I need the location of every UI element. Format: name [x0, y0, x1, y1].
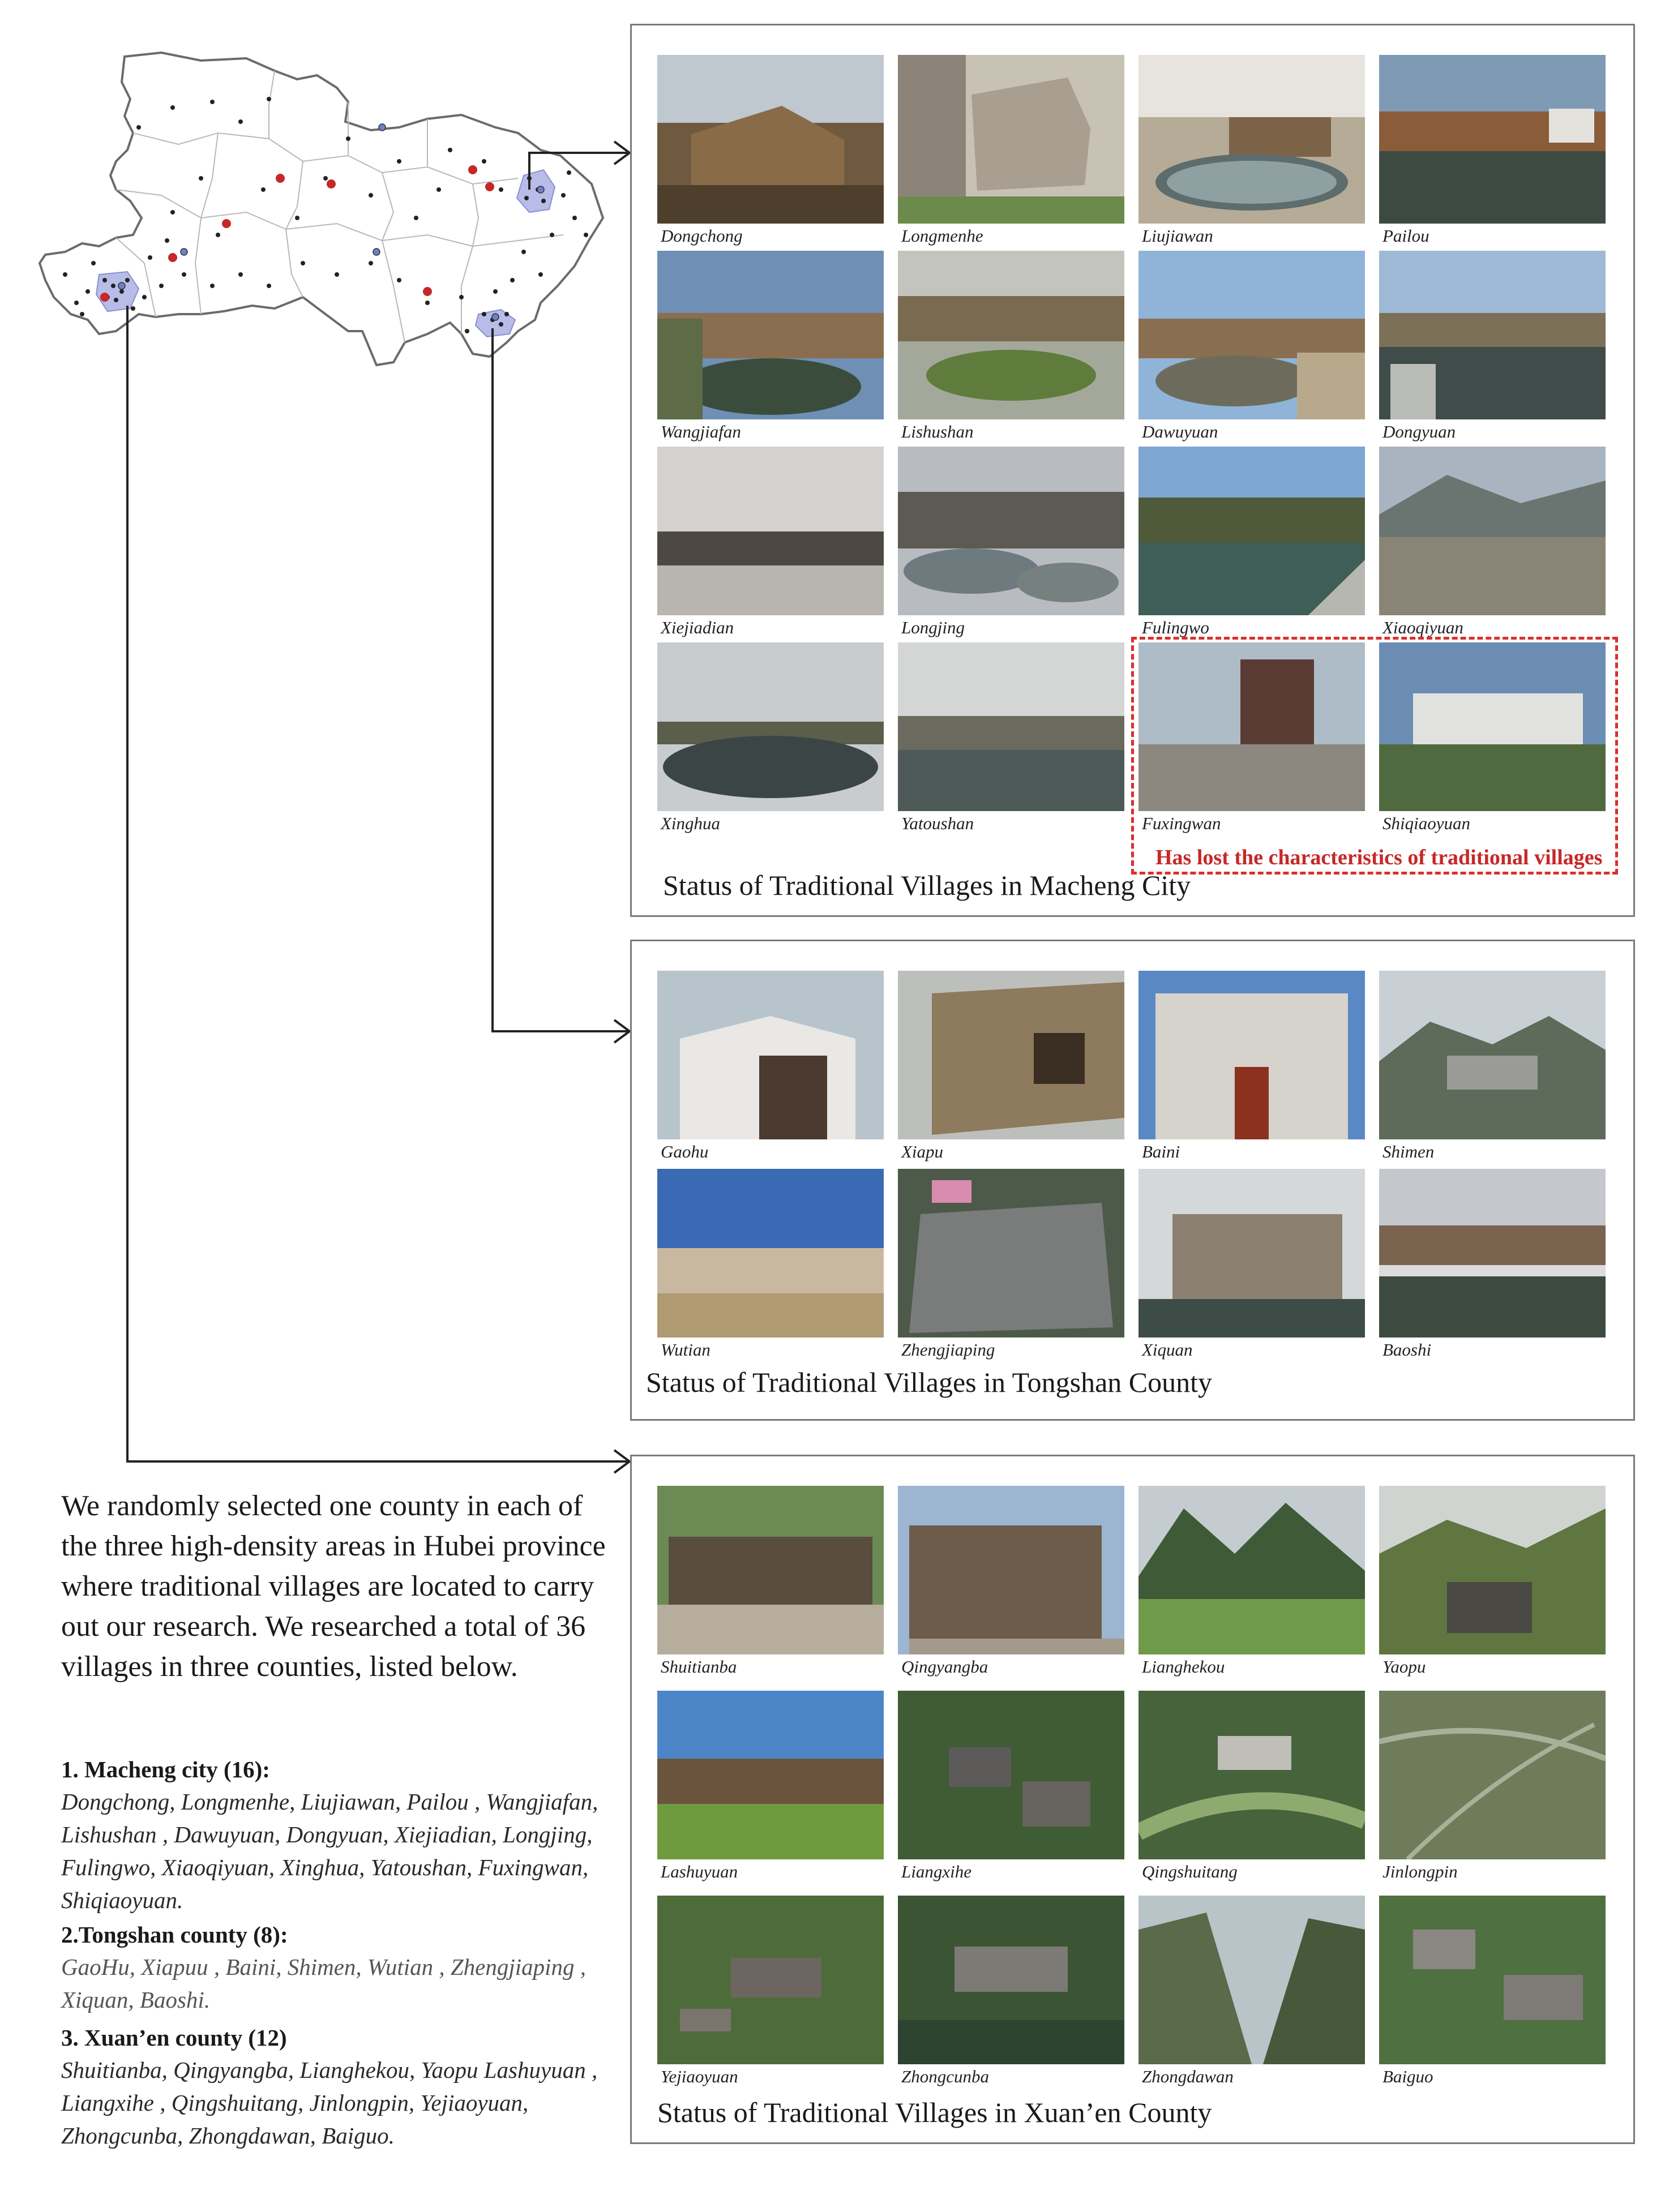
village-caption: Baini: [1142, 1142, 1180, 1161]
village-photo: [1138, 447, 1365, 615]
village-photo: [1138, 55, 1365, 224]
macheng-panel-title: Status of Traditional Villages in Macheng City: [663, 869, 1191, 901]
village-photo: [898, 447, 1124, 615]
village-caption: Baiguo: [1382, 2067, 1433, 2086]
village-photo: [1379, 251, 1606, 419]
arrow-tongshan: [493, 328, 628, 1031]
photo-card: [1379, 447, 1606, 637]
photo-card: [1138, 1691, 1365, 1881]
village-photo: [657, 642, 884, 811]
photo-card: [898, 1486, 1124, 1677]
village-caption: Wutian: [661, 1340, 710, 1360]
village-caption: Xiapu: [901, 1142, 944, 1161]
village-list-macheng: [61, 1754, 627, 1917]
village-caption: Lashuyuan: [661, 1862, 738, 1881]
village-caption: Liujiawan: [1142, 226, 1213, 246]
photo-card: [898, 1169, 1124, 1360]
village-list-xuanen: [61, 2022, 627, 2152]
photo-card: [657, 642, 884, 833]
photo-card: [657, 971, 884, 1161]
photo-card: [1138, 1486, 1365, 1677]
village-caption: Zhongdawan: [1142, 2067, 1234, 2086]
macheng-panel: [630, 24, 1635, 917]
photo-card: [898, 55, 1124, 246]
village-photo: [898, 1691, 1124, 1859]
village-photo: [1379, 1896, 1606, 2064]
photo-card: [1138, 1169, 1365, 1360]
village-photo: [657, 251, 884, 419]
village-caption: Zhengjiaping: [901, 1340, 995, 1360]
tongshan-panel: [630, 940, 1635, 1421]
tongshan-panel-title: Status of Traditional Villages in Tongshan County: [646, 1366, 1213, 1398]
photo-card: [657, 55, 884, 246]
photo-card: [898, 1896, 1124, 2086]
list-items: Dongchong, Longmenhe, Liujiawan, Pailou , Wangjiafan, Lishushan , Dawuyuan, Dongyuan, Xiejiadian, Longjing, Fulingwo, Xiaoqiyuan, Xinghua, Yatoushan, Fuxingwan, Shiqiaoyuan.: [61, 1789, 598, 1913]
lost-characteristics-note: Has lost the characteristics of traditional villages: [1155, 846, 1603, 869]
lost-characteristics-frame: [1131, 637, 1618, 874]
photo-card: [657, 251, 884, 441]
village-caption: Xiaoqiyuan: [1382, 618, 1463, 637]
village-caption: Xiejiadian: [661, 618, 734, 637]
village-photo: [1379, 1691, 1606, 1859]
photo-card: [898, 251, 1124, 441]
village-photo: [657, 55, 884, 224]
village-photo: [657, 1896, 884, 2064]
arrow-xuanen: [127, 306, 628, 1461]
village-caption: Qingshuitang: [1142, 1862, 1238, 1881]
village-photo: [657, 1169, 884, 1338]
village-photo: [1379, 1486, 1606, 1654]
village-caption: Lianghekou: [1142, 1657, 1225, 1677]
village-photo: [898, 1169, 1124, 1338]
village-photo: [657, 447, 884, 615]
village-caption: Yatoushan: [901, 813, 974, 833]
village-caption: Xinghua: [661, 813, 721, 833]
photo-card: [1379, 251, 1606, 441]
village-photo: [898, 971, 1124, 1139]
photo-card: [1379, 1691, 1606, 1881]
village-caption: Yaopu: [1382, 1657, 1426, 1677]
list-heading: 3. Xuan’en county (12): [61, 2025, 287, 2051]
xuanen-photo-grid: [657, 1486, 1606, 2086]
photo-card: [1379, 1169, 1606, 1360]
photo-card: [1138, 1896, 1365, 2086]
photo-card: [1379, 1896, 1606, 2086]
photo-card: [1379, 1486, 1606, 1677]
village-caption: Zhongcunba: [901, 2067, 989, 2086]
photo-card: [657, 1169, 884, 1360]
village-caption: Wangjiafan: [661, 422, 741, 441]
village-caption: Shiqiaoyuan: [1382, 813, 1470, 833]
village-caption: Gaohu: [661, 1142, 709, 1161]
village-list-tongshan: [61, 1919, 627, 2016]
village-photo: [1379, 447, 1606, 615]
list-heading: 2.Tongshan county (8):: [61, 1922, 288, 1948]
village-photo: [898, 1486, 1124, 1654]
xuanen-panel-title: Status of Traditional Villages in Xuan’en County: [657, 2097, 1212, 2128]
photo-card: [657, 1486, 884, 1677]
village-caption: Liangxihe: [901, 1862, 971, 1881]
village-photo: [1379, 971, 1606, 1139]
photo-card: [657, 1896, 884, 2086]
village-caption: Dongyuan: [1382, 422, 1456, 441]
photo-card: [657, 447, 884, 637]
village-caption: Shimen: [1382, 1142, 1435, 1161]
village-photo: [1379, 55, 1606, 224]
village-caption: Dongchong: [661, 226, 743, 246]
tongshan-photo-grid: [657, 971, 1606, 1360]
village-photo: [1138, 1169, 1365, 1338]
village-caption: Fulingwo: [1142, 618, 1209, 637]
village-caption: Qingyangba: [901, 1657, 988, 1677]
village-photo: [898, 642, 1124, 811]
list-items: GaoHu, Xiapuu , Baini, Shimen, Wutian , Zhengjiaping , Xiquan, Baoshi.: [61, 1954, 587, 2013]
photo-card: [1138, 447, 1365, 637]
photo-card: [898, 1691, 1124, 1881]
village-photo: [898, 55, 1124, 224]
village-photo: [1138, 971, 1365, 1139]
village-photo: [1138, 1486, 1365, 1654]
village-caption: Yejiaoyuan: [661, 2067, 738, 2086]
village-photo: [898, 251, 1124, 419]
intro-paragraph: We randomly selected one county in each of the three high-density areas in Hubei province where traditional villages are located to carry out our research. We researched a total of 36 villages in three counties, listed below.: [61, 1490, 606, 1683]
village-caption: Shuitianba: [661, 1657, 737, 1677]
village-caption: Lishushan: [901, 422, 974, 441]
village-photo: [1138, 1691, 1365, 1859]
village-photo: [1379, 1169, 1606, 1338]
village-caption: Jinlongpin: [1382, 1862, 1458, 1881]
photo-card: [898, 971, 1124, 1161]
province-outline: [40, 53, 603, 365]
village-photo: [657, 1486, 884, 1654]
list-heading: 1. Macheng city (16):: [61, 1756, 270, 1782]
village-caption: Longmenhe: [901, 226, 983, 246]
village-photo: [657, 1691, 884, 1859]
village-caption: Longjing: [901, 618, 965, 637]
photo-card: [657, 1691, 884, 1881]
village-photo: [1138, 1896, 1365, 2064]
village-caption: Dawuyuan: [1142, 422, 1218, 441]
village-caption: Fuxingwan: [1142, 813, 1221, 833]
xuanen-panel: [630, 1455, 1635, 2144]
village-caption: Baoshi: [1382, 1340, 1432, 1360]
photo-card: [1379, 971, 1606, 1161]
photo-card: [898, 447, 1124, 637]
village-photo: [657, 971, 884, 1139]
village-photo: [1138, 251, 1365, 419]
photo-card: [1138, 971, 1365, 1161]
village-photo: [898, 1896, 1124, 2064]
photo-card: [898, 642, 1124, 833]
village-caption: Pailou: [1382, 226, 1429, 246]
photo-card: [1379, 55, 1606, 246]
list-items: Shuitianba, Qingyangba, Lianghekou, Yaopu Lashuyuan , Liangxihe , Qingshuitang, Jinlongpin, Yejiaoyuan, Zhongcunba, Zhongdawan, Baiguo.: [61, 2057, 598, 2149]
hubei-distribution-map: [31, 48, 623, 376]
photo-card: [1138, 55, 1365, 246]
village-caption: Xiquan: [1142, 1340, 1193, 1360]
photo-card: [1138, 251, 1365, 441]
